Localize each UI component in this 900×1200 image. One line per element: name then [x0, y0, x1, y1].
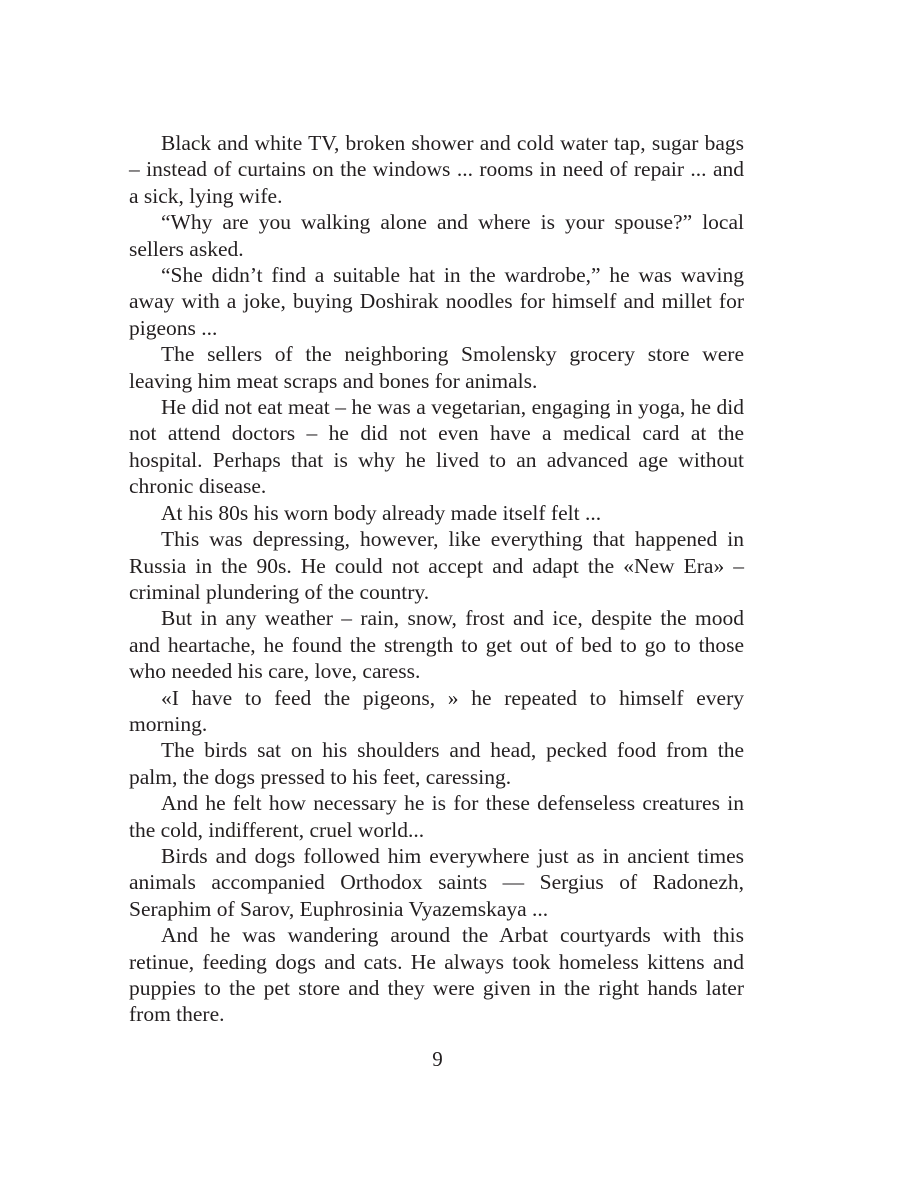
paragraph: At his 80s his worn body already made itself felt ... — [161, 500, 602, 525]
paragraph: The birds sat on his shoulders and head, pecked food from the palm, the dogs pressed to his feet, caressing. — [129, 738, 744, 789]
paragraph: And he was wandering around the Arbat courtyards with this retinue, feeding dogs and cats. He always took homeless kittens and puppies to the pet store and they were given in the right hands later from there. — [129, 923, 744, 1027]
page-number: 9 — [432, 1047, 443, 1071]
paragraph: Birds and dogs followed him everywhere just as in ancient times animals accompanied Orthodox saints — Sergius of Radonezh, Seraphim of Sarov, Euphrosinia Vyazemskaya ... — [129, 843, 744, 921]
paragraph: “Why are you walking alone and where is your spouse?” local sellers asked. — [129, 210, 744, 261]
paragraph: The sellers of the neighboring Smolensky grocery store were leaving him meat scraps and bones for animals. — [129, 342, 744, 393]
body-text — [129, 130, 744, 1028]
paragraph: He did not eat meat – he was a vegetarian, engaging in yoga, he did not attend doctors – he did not even have a medical card at the hospital. Perhaps that is why he lived to an advanced age without chronic disease. — [129, 395, 744, 499]
paragraph: “She didn’t find a suitable hat in the wardrobe,” he was waving away with a joke, buying Doshirak noodles for himself and millet for pigeons ... — [129, 263, 744, 340]
paragraph: And he felt how necessary he is for these defenseless creatures in the cold, indifferent, cruel world... — [129, 791, 744, 842]
paragraph: Black and white TV, broken shower and cold water tap, sugar bags – instead of curtains on the windows ... rooms in need of repair ... and a sick, lying wife. — [129, 131, 744, 208]
paragraph: But in any weather – rain, snow, frost and ice, despite the mood and heartache, he found the strength to get out of bed to go to those who needed his care, love, caress. — [129, 606, 744, 684]
paragraph: This was depressing, however, like everything that happened in Russia in the 90s. He could not accept and adapt the «New Era» – criminal plundering of the country. — [129, 527, 744, 604]
paragraph: «I have to feed the pigeons, » he repeated to himself every morning. — [129, 685, 744, 736]
